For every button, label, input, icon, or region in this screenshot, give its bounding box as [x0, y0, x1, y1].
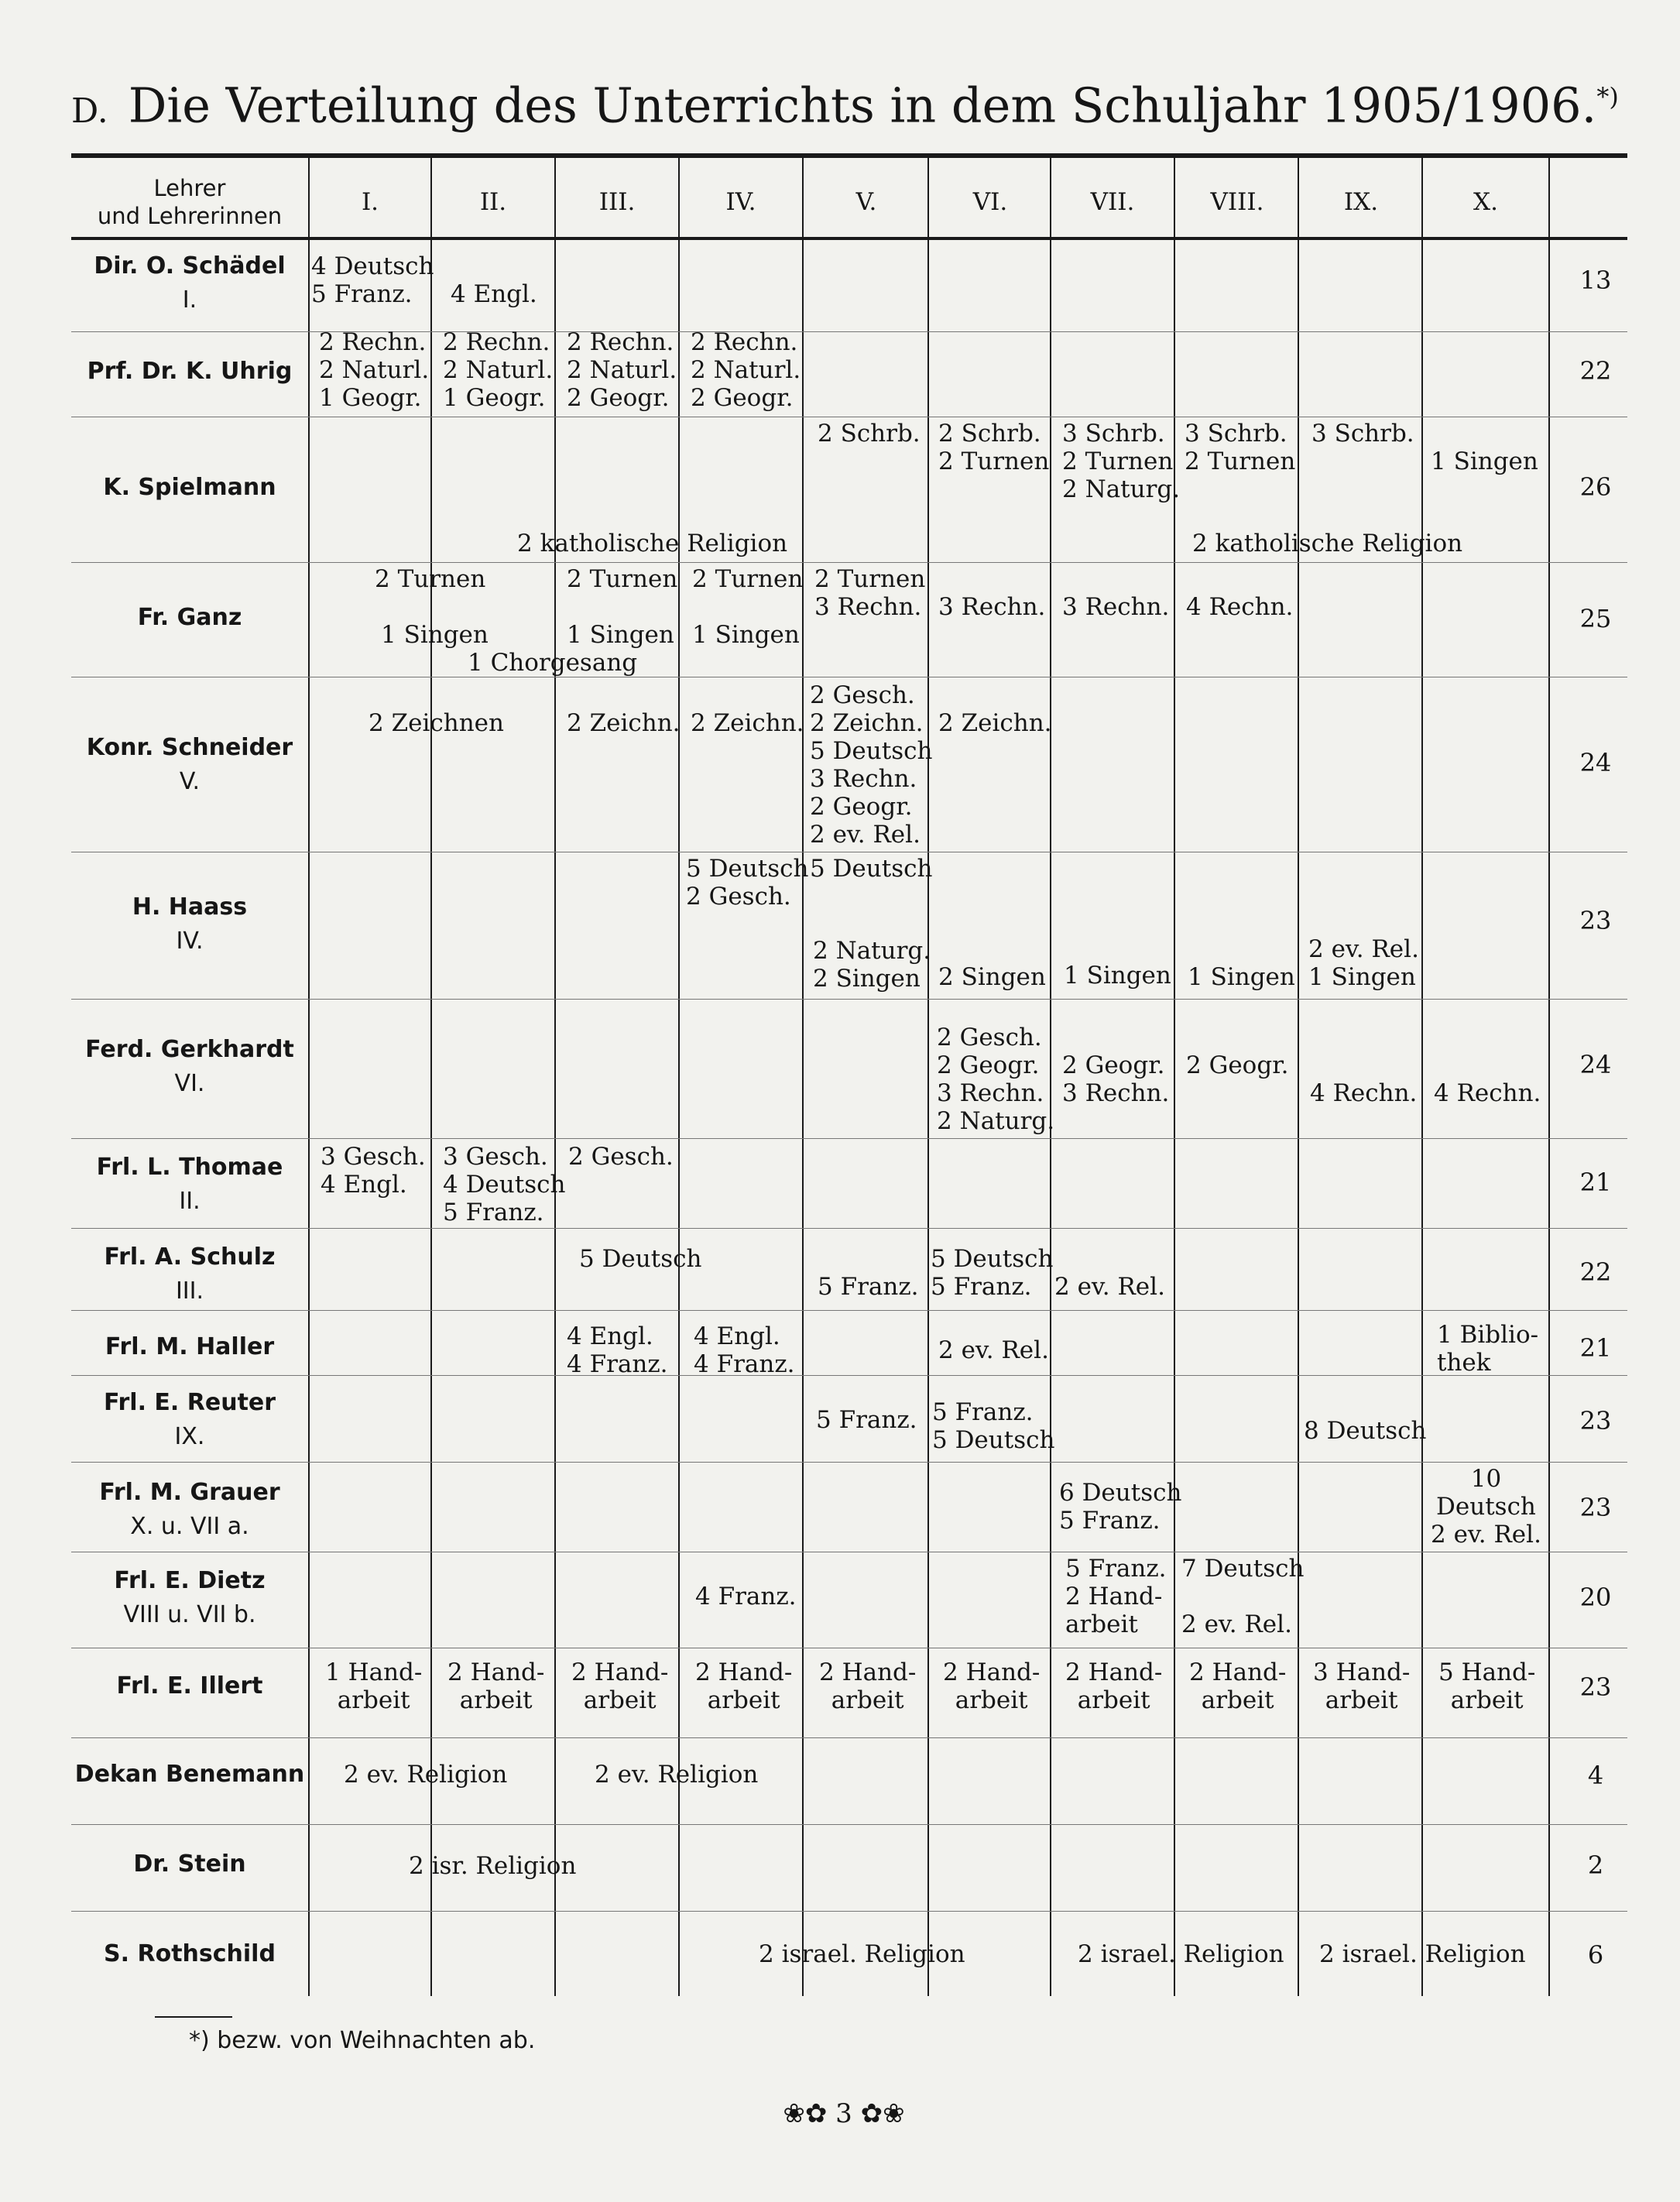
row-total: 24: [1579, 1050, 1612, 1079]
row-total: 23: [1579, 1406, 1612, 1435]
title-footnote-mark: *): [1596, 82, 1619, 111]
row-total: 26: [1579, 472, 1612, 502]
teacher-class: V.: [179, 768, 201, 795]
row-total: 22: [1579, 1257, 1612, 1287]
cell: 5 Hand- arbeit: [1438, 1658, 1536, 1714]
column-line: [1298, 155, 1299, 1996]
row-total: 4: [1587, 1761, 1604, 1790]
cell: 2 Turnen 1 Singen: [567, 565, 678, 649]
column-line: [430, 155, 432, 1996]
teacher-class: III.: [175, 1278, 204, 1305]
cell: 2 Schrb. 2 Turnen: [938, 420, 1050, 475]
cell: 5 Franz. 5 Deutsch: [932, 1398, 1055, 1454]
teacher-uhrig: [71, 355, 308, 389]
row-line: [71, 1824, 1627, 1825]
cell: 10 Deutsch 2 ev. Rel.: [1431, 1465, 1541, 1549]
cell: 2 isr. Religion: [409, 1852, 577, 1880]
header-class-1: I.: [361, 188, 379, 216]
cell: 5 Franz.: [816, 1406, 917, 1434]
ornament-right-icon: ✿❀: [860, 2098, 905, 2129]
row-total: 23: [1579, 1672, 1612, 1702]
header-class-4: IV.: [725, 188, 756, 216]
cell: 2 Geogr.: [1186, 1051, 1289, 1079]
teacher-reuter: [71, 1386, 308, 1454]
cell: 6 Deutsch 5 Franz.: [1059, 1479, 1182, 1535]
cell: 2 Rechn. 2 Naturl. 1 Geogr.: [443, 328, 554, 412]
row-total: 24: [1579, 748, 1612, 777]
cell: 3 Schrb. 2 Turnen 2 Naturg.: [1062, 420, 1181, 503]
row-total: 21: [1579, 1333, 1612, 1363]
teacher-class: VI.: [174, 1070, 205, 1097]
cell: 2 Naturg. 2 Singen: [813, 937, 931, 993]
cell: 1 Singen: [1431, 448, 1538, 475]
header-class-7: VII.: [1090, 188, 1135, 216]
cell: 2 Rechn. 2 Naturl. 2 Geogr.: [691, 328, 801, 412]
page-number: [743, 2098, 945, 2129]
cell: 2 Rechn. 2 Naturl. 1 Geogr.: [319, 328, 430, 412]
cell: 4 Engl. 4 Franz.: [567, 1322, 668, 1378]
header-class-10: X.: [1473, 188, 1498, 216]
cell: 2 Rechn. 2 Naturl. 2 Geogr.: [567, 328, 677, 412]
cell: 4 Deutsch 5 Franz.: [311, 252, 434, 308]
cell: 4 Rechn.: [1434, 1079, 1541, 1107]
cell: 4 Engl. 4 Franz.: [694, 1322, 795, 1378]
cell: 2 ev. Rel.: [1054, 1273, 1165, 1301]
cell: 2 ev. Rel. 1 Singen: [1308, 935, 1419, 991]
cell: 5 Deutsch 5 Franz.: [931, 1245, 1054, 1301]
cell: 4 Rechn.: [1310, 1079, 1418, 1107]
row-line: [71, 1138, 1627, 1139]
cell: 2 ev. Rel.: [938, 1336, 1049, 1364]
cell: 2 Hand- arbeit: [1189, 1658, 1287, 1714]
teacher-class: IX.: [174, 1423, 205, 1450]
cell: 5 Deutsch 2 Gesch.: [686, 855, 809, 911]
table-top-rule: [71, 153, 1627, 158]
page-title: [71, 62, 1635, 132]
cell: 2 israel. Religion: [1319, 1940, 1526, 1968]
header-class-5: V.: [855, 188, 877, 216]
cell: 2 ev. Religion: [595, 1761, 759, 1789]
teacher-class: II.: [179, 1188, 201, 1215]
cell: 2 Gesch. 2 Geogr. 3 Rechn. 2 Naturg.: [937, 1024, 1055, 1135]
cell: 2 Turnen 3 Rechn.: [814, 565, 926, 621]
header-class-6: VI.: [972, 188, 1008, 216]
column-line: [678, 155, 680, 1996]
row-line: [71, 1228, 1627, 1229]
row-total: 25: [1579, 604, 1612, 633]
teacher-class: X. u. VII a.: [130, 1513, 249, 1540]
cell: 4 Engl.: [451, 280, 537, 308]
cell: 2 katholische Religion: [1192, 530, 1463, 557]
footnote: *) bezw. von Weihnachten ab.: [189, 2027, 536, 2054]
teacher-ganz: [71, 601, 308, 635]
teacher-name: Frl. A. Schulz: [104, 1243, 276, 1271]
cell: 3 Gesch. 4 Deutsch 5 Franz.: [443, 1143, 566, 1226]
teacher-name: K. Spielmann: [103, 474, 276, 501]
teacher-thomae: [71, 1151, 308, 1219]
teacher-name: Frl. L. Thomae: [96, 1154, 283, 1181]
row-total: 23: [1579, 1493, 1612, 1522]
cell: 2 Hand- arbeit: [571, 1658, 669, 1714]
header-class-8: VIII.: [1210, 188, 1264, 216]
cell: 7 Deutsch 2 ev. Rel.: [1181, 1555, 1305, 1638]
header-class-2: II.: [479, 188, 507, 216]
column-line: [1421, 155, 1423, 1996]
cell: 1 Chorgesang: [468, 649, 638, 677]
cell: 2 Hand- arbeit: [819, 1658, 917, 1714]
cell: 4 Rechn.: [1186, 593, 1294, 621]
cell: 5 Deutsch: [579, 1245, 702, 1273]
column-line: [308, 155, 310, 1996]
row-total: 21: [1579, 1168, 1612, 1197]
cell: 5 Franz.: [818, 1273, 919, 1301]
teacher-name: Frl. E. Reuter: [103, 1389, 276, 1416]
page-number-value: 3: [835, 2098, 852, 2129]
teacher-name: H. Haass: [132, 893, 248, 921]
row-line: [71, 562, 1627, 563]
row-line: [71, 1310, 1627, 1311]
row-line: [71, 331, 1627, 332]
cell: 2 Zeichn.: [567, 709, 681, 737]
cell: 2 Hand- arbeit: [447, 1658, 545, 1714]
teacher-name: S. Rothschild: [104, 1940, 276, 1967]
teacher-name: Dr. Stein: [133, 1850, 246, 1878]
cell: 5 Deutsch: [810, 855, 933, 883]
cell: 2 Geogr. 3 Rechn.: [1062, 1051, 1170, 1107]
row-total: 2: [1587, 1850, 1604, 1880]
teacher-dietz: [71, 1564, 308, 1632]
row-line: [71, 1375, 1627, 1376]
cell: 1 Biblio- thek: [1437, 1321, 1539, 1377]
row-total: 6: [1587, 1940, 1604, 1970]
teacher-class: IV.: [176, 928, 204, 955]
teacher-name: Ferd. Gerkhardt: [85, 1036, 294, 1063]
cell: 2 Gesch.: [568, 1143, 674, 1171]
teacher-name: Frl. M. Haller: [105, 1333, 275, 1360]
cell: 2 Zeichn.: [938, 709, 1052, 737]
cell: 8 Deutsch: [1304, 1417, 1427, 1445]
cell: 5 Franz. 2 Hand- arbeit: [1065, 1555, 1167, 1638]
cell: 2 Turnen: [375, 565, 486, 593]
column-line: [927, 155, 929, 1996]
cell: 2 ev. Religion: [344, 1761, 508, 1789]
cell: 3 Hand- arbeit: [1313, 1658, 1411, 1714]
cell: 3 Rechn.: [938, 593, 1046, 621]
teacher-haller: [71, 1330, 308, 1364]
cell: 2 Hand- arbeit: [1065, 1658, 1163, 1714]
header-class-3: III.: [598, 188, 636, 216]
teacher-name: Prf. Dr. K. Uhrig: [87, 358, 293, 385]
cell: 2 israel. Religion: [1078, 1940, 1284, 1968]
teacher-name: Dir. O. Schädel: [94, 252, 286, 280]
header-class-9: IX.: [1343, 188, 1379, 216]
cell: 3 Schrb. 2 Turnen: [1185, 420, 1296, 475]
cell: 2 israel. Religion: [759, 1940, 965, 1968]
cell: 2 katholische Religion: [517, 530, 788, 557]
cell: 1 Singen: [381, 621, 489, 649]
cell: 2 Turnen 1 Singen: [692, 565, 804, 649]
teacher-haass: [71, 890, 308, 959]
teacher-illert: [71, 1669, 308, 1703]
teacher-rothschild: [71, 1937, 308, 1971]
teacher-grauer: [71, 1476, 308, 1544]
column-line: [554, 155, 556, 1996]
cell: 2 Schrb.: [818, 420, 921, 448]
section-letter: D.: [71, 91, 108, 131]
row-total: 13: [1579, 266, 1612, 295]
teacher-stein: [71, 1847, 308, 1881]
cell: 1 Singen: [1188, 963, 1295, 991]
footnote-rule: [155, 2016, 232, 2018]
cell: 2 Singen: [938, 963, 1046, 991]
cell: 3 Gesch. 4 Engl.: [321, 1143, 426, 1199]
teacher-name: Fr. Ganz: [137, 604, 242, 631]
row-line: [71, 1911, 1627, 1912]
row-total: 22: [1579, 356, 1612, 386]
teacher-benemann: [71, 1758, 308, 1792]
teacher-name: Dekan Benemann: [74, 1761, 305, 1788]
row-line: [71, 1737, 1627, 1738]
teacher-schneider: [71, 731, 308, 799]
cell: 2 Zeichn.: [691, 709, 804, 737]
row-total: 20: [1579, 1583, 1612, 1612]
teacher-name: Frl. M. Grauer: [99, 1479, 280, 1506]
teacher-name: Frl. E. Illert: [116, 1672, 263, 1700]
cell: 3 Rechn.: [1062, 593, 1170, 621]
teacher-class: VIII u. VII b.: [123, 1601, 256, 1628]
teacher-spielmann: [71, 471, 308, 505]
cell: 2 Zeichnen: [369, 709, 504, 737]
cell: 2 Hand- arbeit: [695, 1658, 793, 1714]
teacher-schulz: [71, 1240, 308, 1309]
cell: 2 Hand- arbeit: [943, 1658, 1041, 1714]
column-line: [802, 155, 804, 1996]
teacher-schaedel: [71, 249, 308, 317]
teacher-name: Konr. Schneider: [86, 734, 293, 761]
cell: 3 Schrb.: [1311, 420, 1414, 448]
cell: 1 Hand- arbeit: [325, 1658, 423, 1714]
cell: 1 Singen: [1064, 962, 1171, 990]
teacher-gerkhardt: [71, 1033, 308, 1101]
row-line: [71, 1462, 1627, 1463]
teacher-name: Frl. E. Dietz: [114, 1567, 266, 1594]
ornament-left-icon: ❀✿: [783, 2098, 828, 2129]
header-teacher-col: Lehrer und Lehrerinnen: [97, 175, 283, 229]
title-text: Die Verteilung des Unterrichts in dem Schuljahr 1905/1906.: [128, 77, 1597, 134]
teacher-class: I.: [182, 286, 197, 314]
cell: 4 Franz.: [695, 1583, 797, 1610]
cell: 2 Gesch. 2 Zeichn. 5 Deutsch 3 Rechn. 2 Geogr. 2 ev. Rel.: [810, 681, 933, 849]
row-line: [71, 999, 1627, 1000]
row-total: 23: [1579, 906, 1612, 935]
